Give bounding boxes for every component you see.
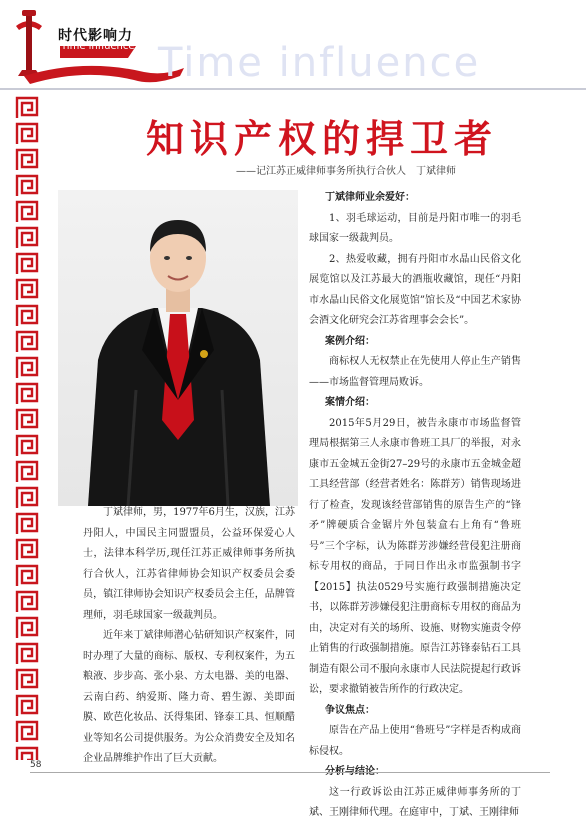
right-column [309,188,521,824]
analysis-text: 这一行政诉讼由江苏正威律师事务所的丁斌、王刚律师代理。在庭审中，丁斌、王刚律师 [309,786,521,818]
page-number: 58 [30,760,42,770]
article-subtitle: ——记江苏正威律师事务所执行合伙人 丁斌律师 [236,166,456,177]
lawyer-portrait [58,190,298,506]
dispute-heading: 争议焦点： [325,704,375,716]
hobbies-heading: 丁斌律师业余爱好： [325,192,415,203]
hobby-item: 1、羽毛球运动，目前是丹阳市唯一的羽毛球国家一级裁判员。 [309,212,521,244]
footer-divider [30,772,550,773]
header-divider [0,88,586,90]
case-detail-heading: 案情介绍： [325,397,375,408]
section-title-en: Time influence [61,41,135,52]
meander-border [14,95,40,760]
dispute-text: 原告在产品上使用“鲁班号”字样是否构成商标侵权。 [309,725,521,757]
bio-paragraph: 丁斌律师，男，1977年6月生，汉族，江苏丹阳人，中国民主同盟盟员，公益环保爱心人士，法律本科学历,现任江苏正威律师事务所执行合伙人，江苏省律师协会知识产权委员会委员，镇江律师协会知识产权委员会主任，品牌管理师，羽毛球国家一级裁判员。 [83,507,295,621]
hobby-item: 2、热爱收藏，拥有丹阳市水晶山民俗文化展览馆以及江苏最大的酒瓶收藏馆，现任“丹阳市水晶山民俗文化展览馆”馆长及“中国艺术家协会酒文化研究会江苏省理事会会长”。 [309,253,521,326]
case-intro-text: 商标权人无权禁止在先使用人停止生产销售——市场监督管理局败诉。 [309,356,521,388]
article-title: 知识产权的捍卫者 [146,116,499,161]
left-column [83,503,295,770]
case-detail-text: 2015年5月29日，被告永康市市场监督管理局根据第三人永康市鲁班工具厂的举报，对永康市五金城五金街27–29号的永康市五金城金超工具经营部（经营者姓名：陈群芳）销售现场进行了检查，发现该经营部销售的原告生产的“锋矛”牌硬质合金锯片外包装盒右上角有“鲁班号”三个字标，认为陈群芳涉嫌经营侵犯注册商标专用权的商品，于同日作出永市监强制书字【2015】执法0529号实施行政强制措施决定书，以陈群芳涉嫌侵犯注册商标专用权的商品为由，决定对有关的场所、设施、财物实施责令停止销售的行政强制措施。原告江苏锋泰钻石工具制造有限公司不服向永康市人民法院提起行政诉讼，要求撤销被告所作的行政决定。 [309,417,521,695]
watermark-text: Time influence [158,40,481,86]
case-intro-heading: 案例介绍： [325,335,375,347]
cases-paragraph: 近年来丁斌律师潜心钻研知识产权案件，同时办理了大量的商标、版权、专利权案件，为五粮液、步步高、张小泉、方太电器、美的电器、云南白药、纳爱斯、隆力奇、碧生源、美即面膜、欧芭化妆品、沃得集团、锋泰工具、恒顺醋业等知名公司提供服务。为公众消费安全及知名企业品牌维护作出了巨大贡献。 [83,630,295,764]
section-title: 时代影响力 [58,28,133,44]
